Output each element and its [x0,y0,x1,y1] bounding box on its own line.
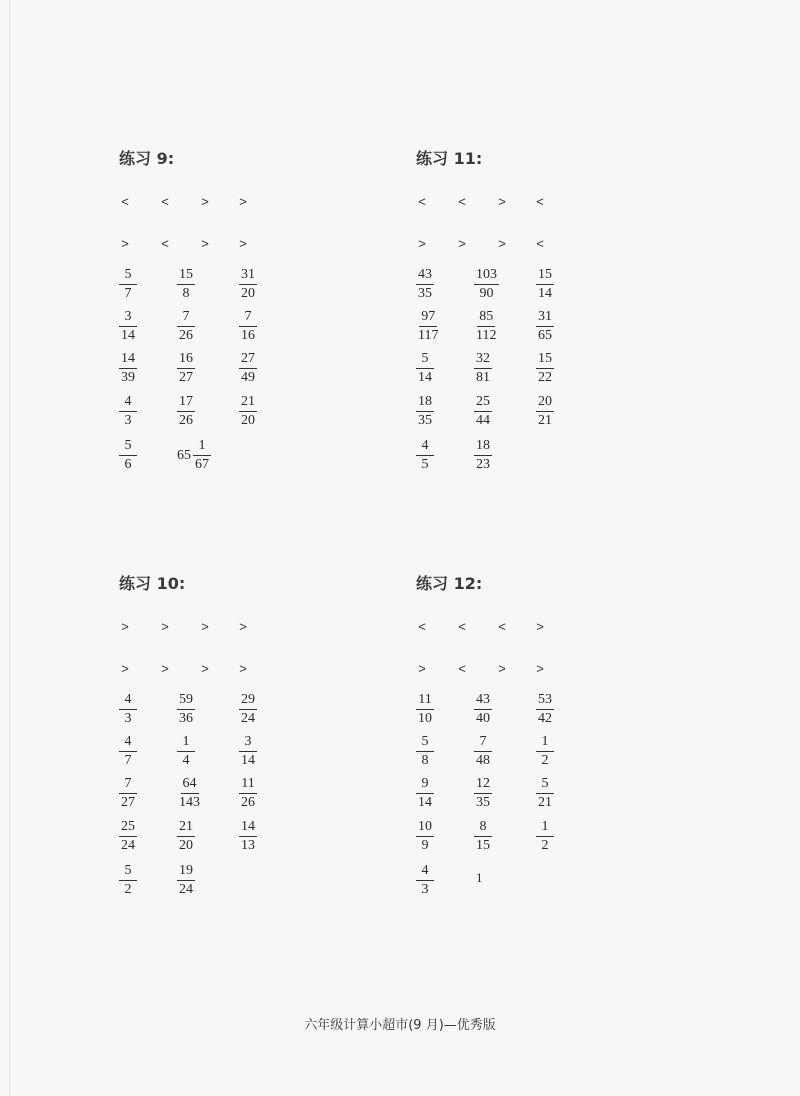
numerator: 4 [119,395,137,412]
fraction-stack [177,777,202,810]
comparison-symbol: > [239,619,247,634]
fraction-stack [177,352,195,385]
numerator: 15 [536,352,554,369]
comparison-symbol: < [121,194,129,209]
fraction-stack [416,735,434,768]
denominator: 14 [121,328,135,343]
fraction [474,439,492,472]
comparison-symbol: > [536,619,544,634]
denominator: 24 [241,711,255,726]
comparison-symbol: > [161,619,169,634]
fraction-stack [416,820,434,853]
fraction [119,395,137,428]
mixed-number [177,439,211,472]
numerator: 7 [474,735,492,752]
fraction-stack [119,439,137,472]
fraction [239,777,257,810]
comparison-symbol: > [161,661,169,676]
fraction [239,268,257,301]
numerator: 59 [177,693,195,710]
numerator: 5 [416,352,434,369]
numerator: 53 [536,693,554,710]
fraction [239,310,257,343]
fraction-stack [536,820,554,853]
fraction-stack [536,395,554,428]
denominator: 27 [179,370,193,385]
comparison-symbol: < [458,661,466,676]
denominator: 20 [241,413,255,428]
fraction [119,864,137,897]
denominator: 67 [195,457,209,472]
comparison-symbol: < [418,619,426,634]
numerator: 27 [239,352,257,369]
exercise-11-section [416,146,716,506]
numerator: 14 [119,352,137,369]
denominator: 21 [538,413,552,428]
denominator: 15 [476,838,490,853]
denominator: 35 [418,413,432,428]
fraction [119,439,137,472]
denominator: 143 [179,795,200,810]
numerator: 15 [177,268,195,285]
fraction-stack [239,735,257,768]
fraction-stack [474,735,492,768]
numerator: 31 [239,268,257,285]
fraction-stack [416,352,434,385]
comparison-symbol: > [201,194,209,209]
fraction [177,268,195,301]
denominator: 35 [418,286,432,301]
numerator: 25 [119,820,137,837]
fraction [416,268,434,301]
denominator: 14 [538,286,552,301]
fraction [474,310,498,343]
fraction-stack [239,820,257,853]
numerator: 5 [416,735,434,752]
numerator: 18 [474,439,492,456]
fraction [474,777,492,810]
denominator: 20 [179,838,193,853]
fraction-stack [239,310,257,343]
comparison-symbol: > [498,236,506,251]
fraction [177,735,195,768]
answer-value: 1 [476,870,483,885]
numerator: 103 [474,268,499,285]
fraction-stack [536,310,554,343]
fraction-stack [416,693,434,726]
denominator: 24 [179,882,193,897]
fraction [119,777,137,810]
fraction-stack [177,268,195,301]
comparison-symbol: < [161,236,169,251]
numerator: 1 [536,735,554,752]
fraction [416,693,434,726]
denominator: 8 [182,286,190,301]
numerator: 5 [119,268,137,285]
fraction-stack [177,820,195,853]
fraction-stack [193,439,211,472]
fraction-stack [119,693,137,726]
numerator: 85 [477,310,495,327]
denominator: 7 [124,753,132,768]
denominator: 26 [179,413,193,428]
exercise-title: 练习 12: [416,574,483,593]
fraction-stack [416,777,434,810]
fraction-stack [119,820,137,853]
denominator: 6 [124,457,132,472]
fraction [416,777,434,810]
fraction [416,395,434,428]
fraction [416,352,434,385]
comparison-symbol: > [418,236,426,251]
numerator: 43 [474,693,492,710]
comparison-symbol: > [418,661,426,676]
fraction [536,820,554,853]
fraction-stack [177,693,195,726]
denominator: 42 [538,711,552,726]
denominator: 5 [421,457,429,472]
denominator: 3 [124,413,132,428]
numerator: 7 [239,310,257,327]
comparison-symbol: > [498,194,506,209]
fraction-stack [119,268,137,301]
fraction-stack [474,777,492,810]
fraction [536,310,554,343]
fraction [536,777,554,810]
fraction [177,777,202,810]
fraction-stack [474,310,498,343]
numerator: 4 [119,693,137,710]
page-footer: 六年级计算小超市(9 月)—优秀版 [304,1018,496,1033]
fraction [474,352,492,385]
fraction-stack [177,310,195,343]
comparison-symbol: > [239,194,247,209]
denominator: 14 [241,753,255,768]
numerator: 16 [177,352,195,369]
fraction [416,439,434,472]
exercise-9-section [119,146,419,506]
fraction [536,268,554,301]
denominator: 2 [541,753,549,768]
denominator: 90 [479,286,494,301]
numerator: 9 [416,777,434,794]
denominator: 2 [541,838,549,853]
numerator: 17 [177,395,195,412]
comparison-symbol: < [418,194,426,209]
numerator: 21 [177,820,195,837]
fraction [474,820,492,853]
fraction [177,693,195,726]
numerator: 25 [474,395,492,412]
denominator: 4 [182,753,190,768]
numerator: 10 [416,820,434,837]
fraction-stack [119,735,137,768]
fraction [416,310,440,343]
numerator: 5 [119,864,137,881]
denominator: 26 [241,795,255,810]
denominator: 39 [121,370,135,385]
fraction [416,735,434,768]
comparison-symbol: < [458,619,466,634]
numerator: 1 [177,735,195,752]
denominator: 16 [241,328,255,343]
numerator: 14 [239,820,257,837]
numerator: 15 [536,268,554,285]
comparison-symbol: > [121,236,129,251]
denominator: 48 [476,753,490,768]
denominator: 49 [241,370,255,385]
denominator: 24 [121,838,135,853]
numerator: 4 [119,735,137,752]
fraction [239,395,257,428]
denominator: 44 [476,413,490,428]
fraction-stack [536,777,554,810]
fraction-stack [239,268,257,301]
fraction-stack [536,693,554,726]
comparison-symbol: > [121,619,129,634]
comparison-symbol: > [201,236,209,251]
denominator: 10 [418,711,432,726]
fraction-stack [119,864,137,897]
numerator: 64 [181,777,199,794]
comparison-symbol: < [536,194,544,209]
fraction-stack [536,268,554,301]
fraction [177,820,195,853]
denominator: 40 [476,711,490,726]
numerator: 12 [474,777,492,794]
denominator: 35 [476,795,490,810]
numerator: 29 [239,693,257,710]
numerator: 11 [239,777,257,794]
fraction [474,735,492,768]
denominator: 8 [421,753,429,768]
fraction-stack [239,352,257,385]
fraction [119,820,137,853]
fraction-stack [474,439,492,472]
denominator: 81 [476,370,490,385]
fraction [177,864,195,897]
denominator: 36 [179,711,193,726]
fraction [474,268,499,301]
numerator: 1 [536,820,554,837]
fraction-stack [416,439,434,472]
fraction-stack [177,395,195,428]
fraction-stack [416,310,440,343]
denominator: 3 [421,882,429,897]
denominator: 65 [538,328,552,343]
fraction-stack [536,352,554,385]
fraction-stack [177,735,195,768]
denominator: 21 [538,795,552,810]
comparison-symbol: > [239,661,247,676]
denominator: 27 [121,795,135,810]
fraction-stack [474,820,492,853]
comparison-symbol: > [498,661,506,676]
fraction [416,820,434,853]
fraction-stack [416,395,434,428]
numerator: 43 [416,268,434,285]
fraction [474,693,492,726]
fraction-stack [239,693,257,726]
fraction [119,310,137,343]
numerator: 1 [193,439,211,456]
denominator: 14 [418,795,432,810]
exercise-title: 练习 11: [416,149,483,168]
fraction [536,735,554,768]
fraction-stack [536,735,554,768]
comparison-symbol: > [239,236,247,251]
fraction [177,395,195,428]
comparison-symbol: < [498,619,506,634]
denominator: 117 [418,328,439,343]
page-edge [9,0,10,1096]
fraction [119,735,137,768]
numerator: 4 [416,439,434,456]
whole-part: 65 [177,447,191,463]
comparison-symbol: > [201,661,209,676]
denominator: 23 [476,457,490,472]
fraction [119,352,137,385]
numerator: 7 [119,777,137,794]
fraction [119,268,137,301]
denominator: 7 [124,286,132,301]
numerator: 3 [119,310,137,327]
numerator: 4 [416,864,434,881]
comparison-symbol: < [536,236,544,251]
fraction [536,352,554,385]
numerator: 19 [177,864,195,881]
denominator: 2 [124,882,132,897]
fraction [536,693,554,726]
exercise-12-section [416,571,716,931]
fraction [119,693,137,726]
numerator: 31 [536,310,554,327]
fraction [474,395,492,428]
fraction [239,735,257,768]
denominator: 3 [124,711,132,726]
fraction [177,352,195,385]
numerator: 3 [239,735,257,752]
fraction-stack [416,864,434,897]
numerator: 20 [536,395,554,412]
fraction-stack [119,395,137,428]
comparison-symbol: > [536,661,544,676]
numerator: 21 [239,395,257,412]
denominator: 14 [418,370,432,385]
fraction [416,864,434,897]
denominator: 26 [179,328,193,343]
fraction-stack [474,352,492,385]
fraction-stack [119,310,137,343]
fraction-stack [474,268,499,301]
fraction-stack [119,352,137,385]
numerator: 7 [177,310,195,327]
numerator: 11 [416,693,434,710]
numerator: 97 [419,310,437,327]
denominator: 20 [241,286,255,301]
fraction [177,310,195,343]
exercise-title: 练习 9: [119,149,175,168]
fraction [239,820,257,853]
numerator: 5 [119,439,137,456]
numerator: 8 [474,820,492,837]
fraction [239,693,257,726]
exercise-title: 练习 10: [119,574,186,593]
fraction [536,395,554,428]
numerator: 32 [474,352,492,369]
fraction-stack [239,777,257,810]
fraction-stack [474,693,492,726]
comparison-symbol: < [458,194,466,209]
comparison-symbol: > [121,661,129,676]
denominator: 112 [476,328,497,343]
denominator: 9 [421,838,429,853]
denominator: 22 [538,370,552,385]
denominator: 13 [241,838,255,853]
fraction-stack [119,777,137,810]
numerator: 5 [536,777,554,794]
comparison-symbol: > [201,619,209,634]
fraction-stack [239,395,257,428]
fraction-stack [177,864,195,897]
fraction [239,352,257,385]
numerator: 18 [416,395,434,412]
exercise-10-section [119,571,419,931]
fraction-stack [474,395,492,428]
comparison-symbol: < [161,194,169,209]
fraction-stack [416,268,434,301]
comparison-symbol: > [458,236,466,251]
